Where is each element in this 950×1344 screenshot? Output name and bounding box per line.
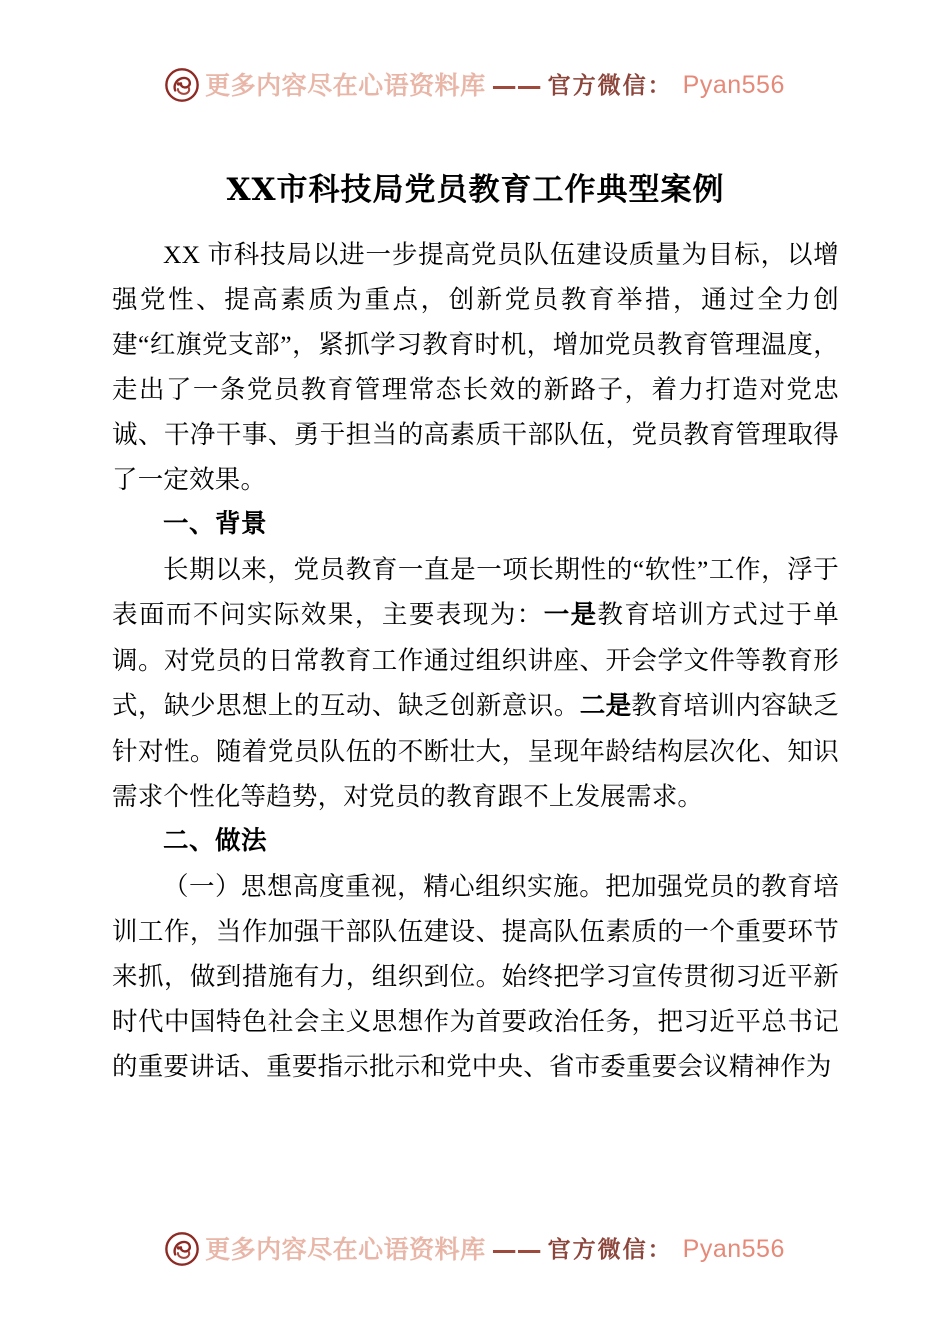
document-title: XX市科技局党员教育工作典型案例 [226,172,725,208]
watermark-main-text: 更多内容尽在心语资料库 [205,1234,486,1264]
watermark-bottom [0,1232,950,1266]
section-one-marker-two: 二是 [579,691,632,720]
circular-seal-logo-icon [165,68,199,102]
section-one-text-part-2: 教育培训方式过于单调。对党员的日常教育工作通过组织讲座、开会学文件等教育形式，缺少思想上的互动、缺乏创新意识。 [112,599,839,720]
circular-seal-logo-icon [165,1232,199,1266]
section-heading-one: 一、背景 [163,509,268,538]
document-content [112,170,839,1089]
section-one-marker-one: 一是 [543,600,598,629]
watermark-sub-text: 官方微信： [547,1235,673,1263]
intro-paragraph: XX 市科技局以进一步提高党员队伍建设质量为目标，以增强党性、提高素质为重点，创新党员教育举措，通过全力创建“红旗党支部”，紧抓学习教育时机，增加党员教育管理温度，走出了一条党员教育管理常态长效的新路子，着力打造对党忠诚、干净干事、勇于担当的高素质干部队伍，党员教育管理取得了一定效果。 [112,239,839,494]
section-one-text-part-3: 教育培训内容缺乏针对性。随着党员队伍的不断壮大，呈现年龄结构层次化、知识需求个性化等趋势，对党员的教育跟不上发展需求。 [112,690,839,811]
watermark-main-text: 更多内容尽在心语资料库 [205,70,486,100]
watermark-sub-text: 官方微信： [547,71,673,99]
section-two-paragraph: （一）思想高度重视，精心组织实施。把加强党员的教育培训工作，当作加强干部队伍建设、提高队伍素质的一个重要环节来抓，做到措施有力，组织到位。始终把学习宣传贯彻习近平新时代中国特色社会主义思想作为首要政治任务，把习近平总书记的重要讲话、重要指示批示和党中央、省市委重要会议精神作为 [112,871,839,1081]
watermark-top [0,68,950,102]
watermark-wechat-id: Pyan556 [682,1234,785,1263]
section-heading-two: 二、做法 [163,826,268,855]
watermark-dash: —— [491,1234,542,1264]
section-one-paragraph [112,547,839,819]
watermark-wechat-id: Pyan556 [682,70,785,99]
section-one-text-part-1: 长期以来，党员教育一直是一项长期性的“软性”工作，浮于表面而不问实际效果，主要表现为： [112,554,839,629]
watermark-dash: —— [491,70,542,100]
